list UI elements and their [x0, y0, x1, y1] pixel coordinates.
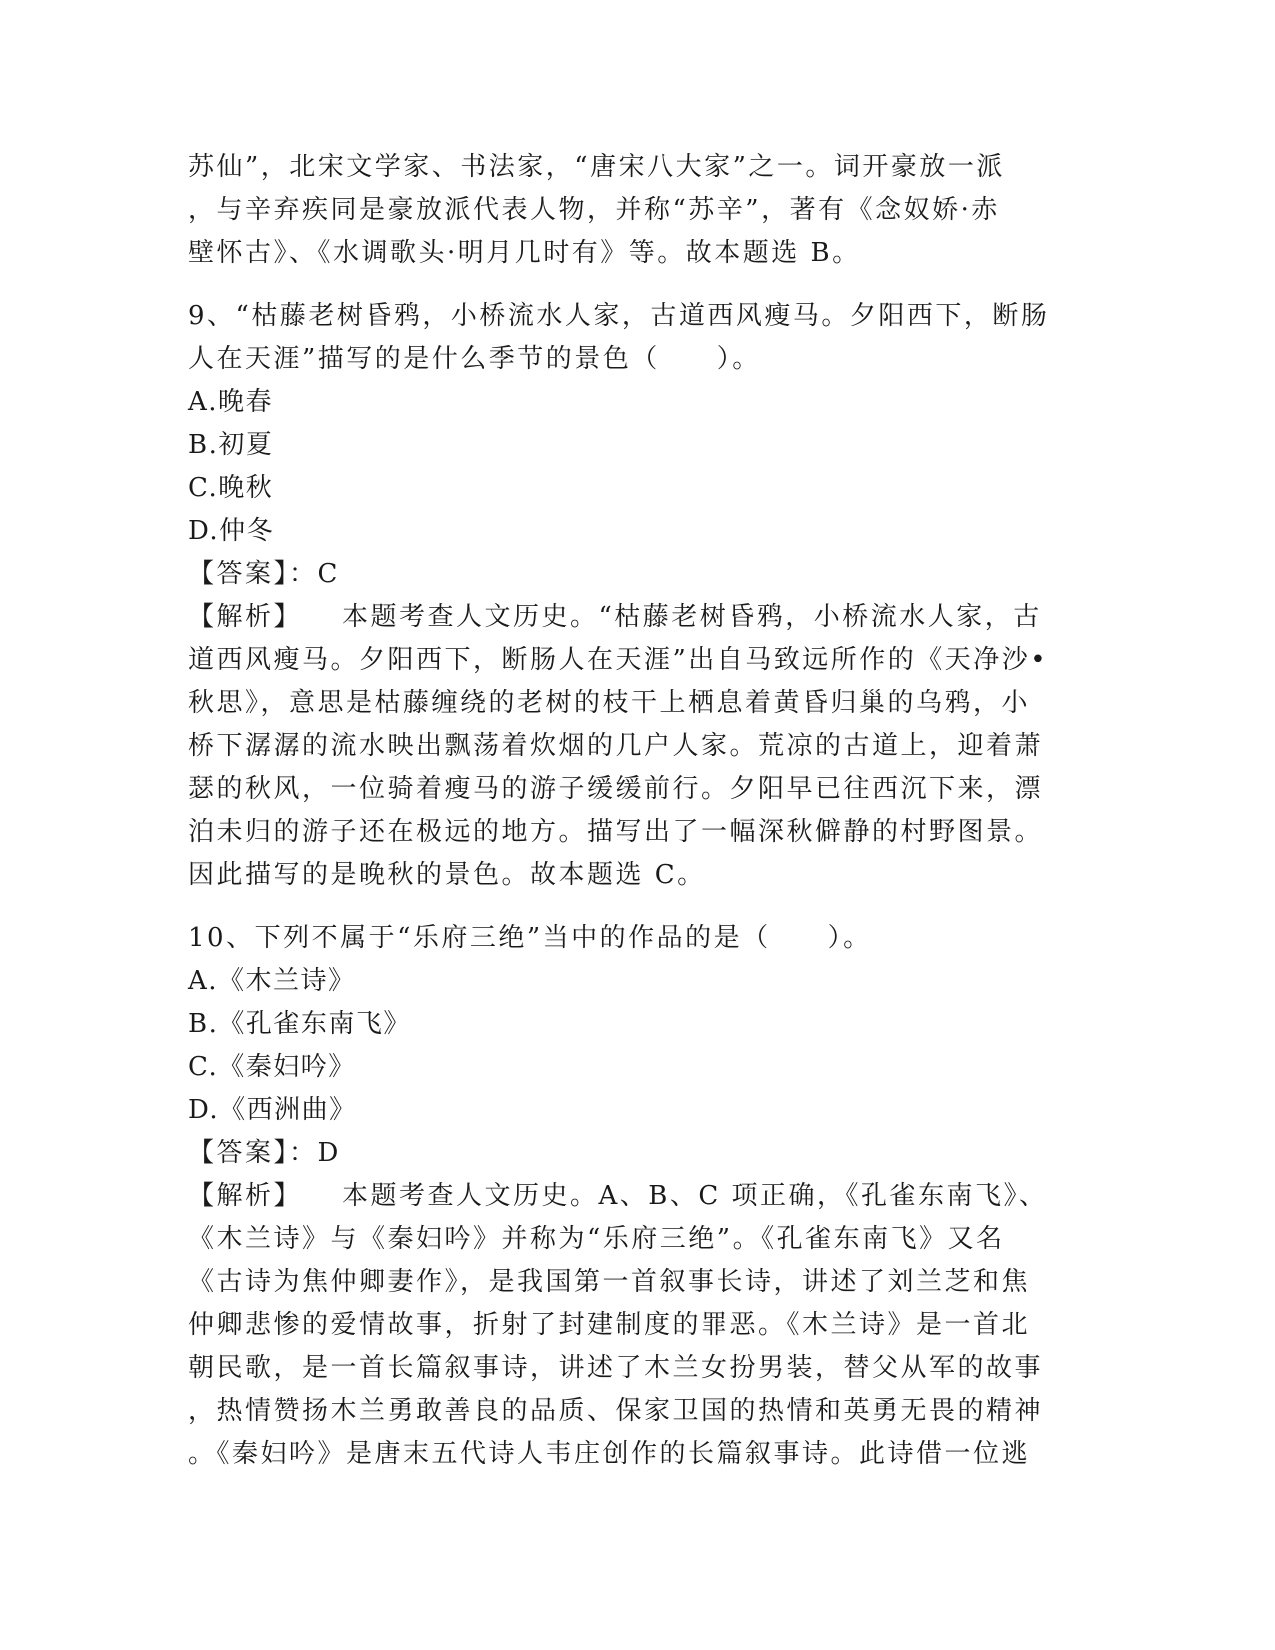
analysis-text: 朝民歌，是一首长篇叙事诗，讲述了木兰女扮男装，替父从军的故事 [188, 1353, 1044, 1383]
answer-line [188, 553, 1088, 596]
analysis-label: 【解析】 [188, 602, 303, 632]
answer-line [188, 1132, 1088, 1175]
analysis-line [188, 596, 1088, 639]
question-stem: 人在天涯”描写的是什么季节的景色（ ）。 [188, 344, 761, 374]
analysis-text: 桥下潺潺的流水映出飘荡着炊烟的几户人家。荒凉的古道上，迎着萧 [188, 731, 1044, 761]
prev-explanation [188, 146, 1088, 275]
analysis-text: ，热情赞扬木兰勇敢善良的品质、保家卫国的热情和英勇无畏的精神 [188, 1396, 1044, 1426]
question-10 [188, 917, 1088, 1476]
analysis-text: 道西风瘦马。夕阳西下，断肠人在天涯”出自马致远所作的《天净沙• [188, 645, 1049, 675]
option-b: B.《孔雀东南飞》 [188, 1009, 411, 1039]
option-c: C.晚秋 [188, 473, 274, 503]
option-a: A.晚春 [188, 387, 274, 417]
option-d: D.仲冬 [188, 516, 275, 546]
analysis-text: 瑟的秋风，一位骑着瘦马的游子缓缓前行。夕阳早已往西沉下来，漂 [188, 774, 1044, 804]
analysis-text: 《古诗为焦仲卿妻作》，是我国第一首叙事长诗，讲述了刘兰芝和焦 [188, 1267, 1031, 1297]
text-line: 苏仙”，北宋文学家、书法家，“唐宋八大家”之一。词开豪放一派 [188, 152, 1005, 182]
question-9 [188, 295, 1088, 897]
text-line: 壁怀古》、《水调歌头·明月几时有》等。故本题选 B。 [188, 238, 861, 268]
analysis-label: 【解析】 [188, 1181, 303, 1211]
analysis-text: 本题考查人文历史。“枯藤老树昏鸦，小桥流水人家，古 [342, 602, 1042, 632]
text-line: ，与辛弃疾同是豪放派代表人物，并称“苏辛”，著有《念奴娇·赤 [188, 195, 1000, 225]
answer-label: 【答案】： [188, 1138, 318, 1168]
answer-value: D [317, 1138, 341, 1168]
option-c: C.《秦妇吟》 [188, 1052, 356, 1082]
option-a: A.《木兰诗》 [188, 966, 356, 996]
document-page [188, 146, 1088, 1476]
analysis-text: 因此描写的是晚秋的景色。故本题选 C。 [188, 860, 706, 890]
analysis-line [188, 1175, 1088, 1218]
analysis-text: 仲卿悲惨的爱情故事，折射了封建制度的罪恶。《木兰诗》是一首北 [188, 1310, 1031, 1340]
analysis-text: 《木兰诗》与《秦妇吟》并称为“乐府三绝”。《孔雀东南飞》又名 [188, 1224, 1005, 1254]
option-b: B.初夏 [188, 430, 274, 460]
analysis-text: 本题考查人文历史。A、B、C 项正确，《孔雀东南飞》、 [342, 1181, 1048, 1211]
answer-label: 【答案】： [188, 559, 318, 589]
analysis-text: 秋思》，意思是枯藤缠绕的老树的枝干上栖息着黄昏归巢的乌鸦，小 [188, 688, 1031, 718]
question-stem: 10、下列不属于“乐府三绝”当中的作品的是（ ）。 [188, 923, 872, 953]
question-stem: 9、“枯藤老树昏鸦，小桥流水人家，古道西风瘦马。夕阳西下，断肠 [188, 301, 1050, 331]
option-d: D.《西洲曲》 [188, 1095, 357, 1125]
analysis-text: 。《秦妇吟》是唐末五代诗人韦庄创作的长篇叙事诗。此诗借一位逃 [188, 1439, 1031, 1469]
analysis-text: 泊未归的游子还在极远的地方。描写出了一幅深秋僻静的村野图景。 [188, 817, 1044, 847]
answer-value: C [317, 559, 340, 589]
